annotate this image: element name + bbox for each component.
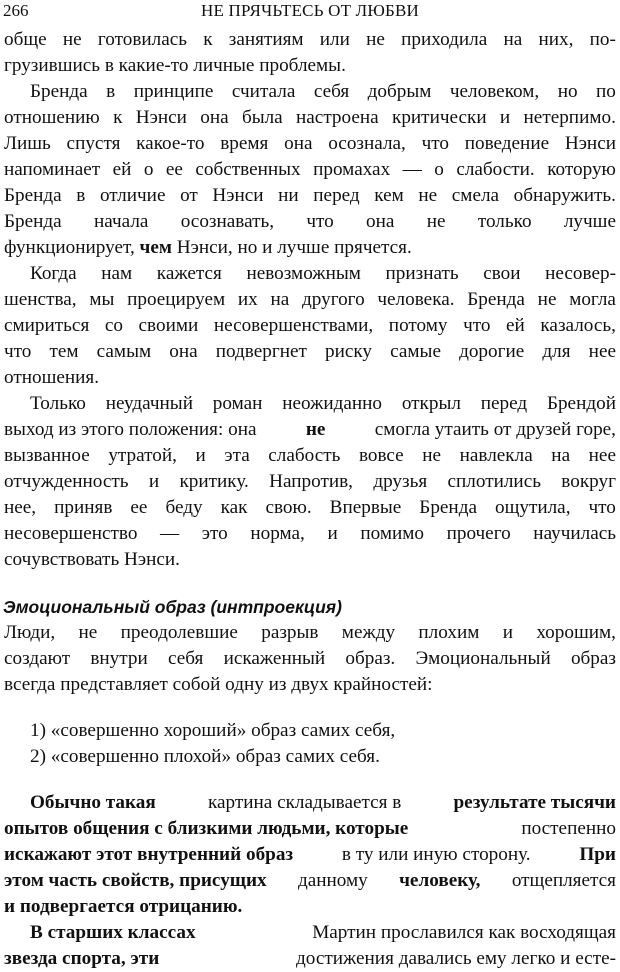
text-line: отношения. (4, 367, 100, 388)
word: считала (231, 81, 296, 102)
text-line: сочувствовать Нэнси. (4, 549, 180, 570)
text-run: в ту или иную сторону. (341, 844, 531, 865)
word: помимо (360, 523, 424, 544)
word: отношению (4, 107, 100, 128)
text-line (4, 313, 616, 339)
word: лучше (563, 211, 616, 232)
text-run: достижения давались ему легко и есте- (296, 948, 616, 969)
word: она (284, 133, 313, 154)
word: риску (325, 341, 373, 362)
bold-text-run: При (579, 844, 616, 865)
word: дорогие (459, 341, 525, 362)
word: — (160, 523, 180, 544)
word: как (220, 497, 248, 518)
word: Лишь (4, 133, 51, 154)
word: со (104, 315, 123, 336)
word: человека. (377, 289, 455, 310)
word: что (306, 211, 334, 232)
text-line (4, 495, 616, 521)
word: занятиям (228, 29, 304, 50)
list-item: 2) «совершенно плохой» образ самих себя. (30, 746, 380, 767)
word: Бренда (4, 211, 62, 232)
word: не (62, 29, 82, 50)
text-run: данному (297, 870, 368, 891)
word: преодолевшие (120, 622, 238, 643)
word: не (78, 622, 98, 643)
word: спустя (66, 133, 121, 154)
word: это (201, 523, 228, 544)
text-run: Нэнси, но и лучше прячется. (171, 237, 412, 258)
word: слабости. (456, 159, 535, 180)
word: собственных (195, 159, 301, 180)
word: Нэнси (564, 133, 616, 154)
word: ее (165, 159, 183, 180)
word: и (499, 107, 511, 128)
word: между (341, 622, 396, 643)
word: кажется (156, 263, 222, 284)
text-line (4, 183, 616, 209)
word: не (426, 211, 446, 232)
text-line (4, 131, 616, 157)
text-line (4, 946, 616, 972)
word: или (319, 29, 350, 50)
word: Впервые (329, 497, 402, 518)
word: и (195, 445, 206, 466)
list-item: 1) «совершенно хороший» образ самих себя, (30, 720, 396, 741)
word: их (237, 289, 258, 310)
word: могла (569, 289, 616, 310)
word: Бренда (4, 185, 62, 206)
word: обнаружить. (513, 185, 616, 206)
text-line (4, 261, 616, 287)
text-line (4, 79, 616, 105)
word: подвергнет (215, 341, 307, 362)
word: о (434, 159, 444, 180)
word: не (418, 185, 438, 206)
word: несовершенствами, (213, 315, 374, 336)
text-line (4, 27, 616, 53)
word: разрыв (261, 622, 319, 643)
word: роман (212, 393, 263, 414)
text-line (4, 417, 616, 443)
text-line (4, 339, 616, 365)
word: поведение (464, 133, 550, 154)
word: казалось, (540, 315, 616, 336)
text-line (4, 209, 616, 235)
word: Люди, (4, 622, 56, 643)
text-line (4, 469, 616, 495)
word: начала (93, 211, 149, 232)
word: по (596, 81, 616, 102)
word: самые (390, 341, 441, 362)
word: сплотились (447, 471, 541, 492)
word: своими (138, 315, 199, 336)
text-line (4, 105, 616, 131)
word: нее (588, 445, 616, 466)
word: потому (388, 315, 448, 336)
word: шенства, (4, 289, 77, 310)
text-line: грузившись в какие-то личные проблемы. (4, 55, 346, 76)
word: Брендой (546, 393, 616, 414)
word: к (113, 107, 123, 128)
text-line (4, 287, 616, 313)
word: другого (302, 289, 365, 310)
text-line (4, 920, 616, 946)
bold-text-run: искажают этот внутренний образ (4, 844, 294, 865)
word: в (106, 81, 116, 102)
word: перед (480, 393, 528, 414)
bold-text-run: В старших классах (30, 922, 196, 943)
word: человеком, (449, 81, 540, 102)
text-line (4, 816, 616, 842)
word: прочего (446, 523, 511, 544)
bold-text-run: результате тысячи (453, 792, 616, 813)
word: что (463, 315, 491, 336)
word: перед (313, 185, 360, 206)
word: промахах (313, 159, 391, 180)
section-heading: Эмоциональный образ (интпроекция) (3, 597, 342, 617)
word: эта (224, 445, 250, 466)
word: но (557, 81, 578, 102)
text-line (4, 646, 616, 672)
word: к (203, 29, 213, 50)
word: свои (483, 263, 521, 284)
word: на (503, 29, 523, 50)
word: Нэнси (135, 107, 187, 128)
word: не (537, 289, 557, 310)
word: внутри (90, 648, 148, 669)
word: смириться (4, 315, 90, 336)
word: Нэнси (212, 185, 264, 206)
text-run: отщепляется (511, 870, 616, 891)
word: критически (392, 107, 487, 128)
word: Бренда (467, 289, 525, 310)
text-line (4, 521, 616, 547)
word: на (551, 445, 571, 466)
bold-text-run: человеку, (399, 870, 481, 891)
word: — (402, 159, 422, 180)
word: неожиданно (282, 393, 383, 414)
word: проецируем (127, 289, 226, 310)
word: она (200, 107, 229, 128)
word: время (220, 133, 269, 154)
word: искаженный (223, 648, 326, 669)
word: создают (4, 648, 71, 669)
word: навлекла (459, 445, 533, 466)
word: вовсе (358, 445, 404, 466)
word: критику. (179, 471, 249, 492)
word: беду (165, 497, 203, 518)
text-line (4, 790, 616, 816)
word: несовершенство (4, 523, 138, 544)
text-line (4, 842, 616, 868)
word: них, (538, 29, 574, 50)
word: научилась (533, 523, 616, 544)
word: вокруг (561, 471, 616, 492)
text-run: смогла утаить от друзей горе, (374, 419, 616, 440)
text-line: и подвергается отрицанию. (4, 896, 243, 917)
word: была (241, 107, 283, 128)
book-title: НЕ ПРЯЧЬТЕСЬ ОТ ЛЮБВИ (200, 1, 420, 20)
word: хорошим, (536, 622, 616, 643)
text-line (4, 235, 616, 261)
word: для (542, 341, 571, 362)
word: плохим (418, 622, 480, 643)
word: ни (278, 185, 299, 206)
word: утратой, (108, 445, 177, 466)
word: открыл (401, 393, 461, 414)
word: и (327, 523, 338, 544)
word: добрым (367, 81, 432, 102)
word: и (148, 471, 160, 492)
word: ее (130, 497, 148, 518)
word: себя (167, 648, 204, 669)
word: свою. (265, 497, 312, 518)
bold-text-run: не (305, 419, 326, 440)
word: нам (101, 263, 133, 284)
word: приходила (401, 29, 488, 50)
word: только (477, 211, 532, 232)
word: вызванное (4, 445, 90, 466)
word: отчужденность (4, 471, 129, 492)
word: образ (570, 648, 616, 669)
text-line (4, 868, 616, 894)
word: самым (96, 341, 152, 362)
text-line (4, 391, 616, 417)
running-header (3, 0, 617, 22)
word: неудачный (105, 393, 193, 414)
word: смела (451, 185, 500, 206)
word: отличие (99, 185, 166, 206)
word: тем (49, 341, 79, 362)
word: принципе (133, 81, 214, 102)
word: какое-то (136, 133, 205, 154)
bold-text-run: Обычно такая (30, 792, 156, 813)
word: от (180, 185, 198, 206)
word: нее, (4, 497, 37, 518)
word: обще (4, 29, 47, 50)
word: норма, (250, 523, 305, 544)
word: осознала, (328, 133, 406, 154)
word: которую (547, 159, 616, 180)
word: Бренда (419, 497, 477, 518)
word: Когда (30, 263, 77, 284)
text-line: всегда представляет собой одну из двух крайностей: (4, 674, 433, 695)
word: друзья (373, 471, 428, 492)
word: напоминает (4, 159, 101, 180)
word: не (422, 445, 442, 466)
text-line (4, 620, 616, 646)
word: кем (374, 185, 404, 206)
word: несовер- (545, 263, 616, 284)
word: она (169, 341, 198, 362)
word: на (270, 289, 290, 310)
bold-text-run: опытов общения с близкими людьми, которые (4, 818, 409, 839)
word: Напротив, (269, 471, 353, 492)
word: готовилась (97, 29, 188, 50)
word: в (76, 185, 86, 206)
word: осознавать, (180, 211, 275, 232)
word: не (366, 29, 385, 50)
word: по- (589, 29, 616, 50)
bold-text-run: чем (139, 237, 172, 258)
bold-text-run: звезда спорта, эти (4, 948, 160, 969)
word: и (502, 622, 513, 643)
word: приняв (54, 497, 113, 518)
word: ощутила, (494, 497, 571, 518)
word: мы (89, 289, 115, 310)
text-line (4, 443, 616, 469)
word: себя (313, 81, 350, 102)
word: она (366, 211, 395, 232)
text-run: Мартин прославился как восходящая (312, 922, 616, 943)
word: Бренда (30, 81, 88, 102)
word: настроена (296, 107, 379, 128)
page-number: 266 (3, 1, 29, 20)
word: Эмоциональный (415, 648, 551, 669)
word: ей (112, 159, 132, 180)
word: что (4, 341, 32, 362)
word: Только (30, 393, 86, 414)
word: ей (506, 315, 525, 336)
text-run: постепенно (521, 818, 616, 839)
word: признать (385, 263, 459, 284)
word: нетерпимо. (523, 107, 616, 128)
text-run: выход из этого положения: она (4, 419, 257, 440)
word: что (421, 133, 449, 154)
bold-text-run: этом часть свойств, присущих (4, 870, 267, 891)
word: невозможным (246, 263, 361, 284)
word: слабость (268, 445, 341, 466)
word: образ. (345, 648, 396, 669)
text-run: картина складывается в (207, 792, 402, 813)
text-line (4, 157, 616, 183)
word: что (588, 497, 616, 518)
word: нее (588, 341, 616, 362)
word: о (143, 159, 154, 180)
text-run: функционирует, (4, 237, 140, 258)
